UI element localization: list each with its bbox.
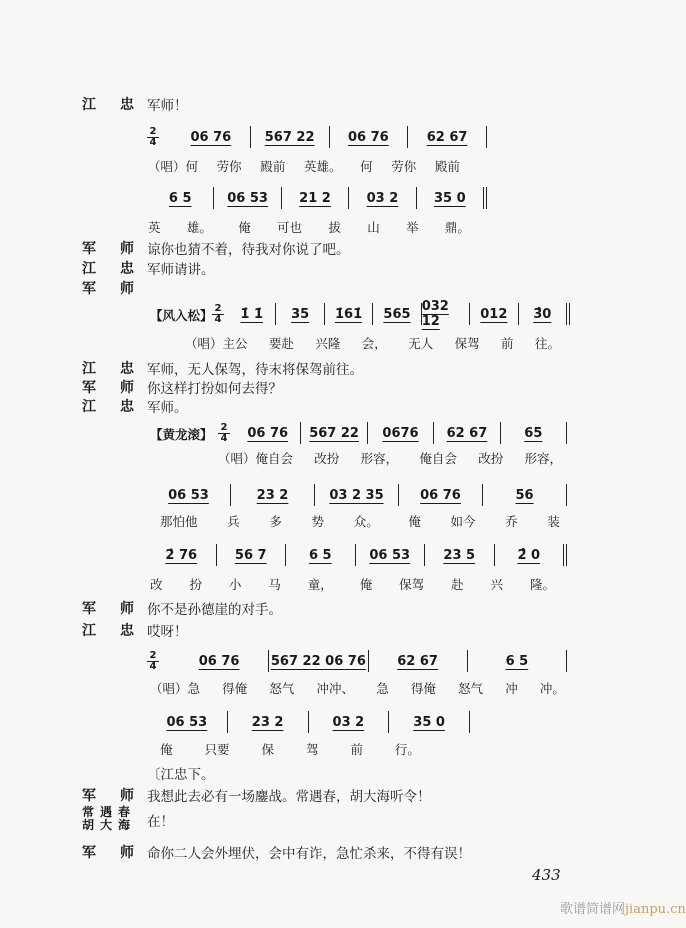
measure-notes: 35 0: [433, 190, 466, 206]
dialogue-text: 军师，无人保驾，待末将保驾前往。: [147, 362, 363, 378]
measure: [325, 303, 373, 325]
notation-row: [170, 650, 567, 672]
measure-notes: 03 2: [366, 190, 399, 206]
measure-notes: 567 22: [309, 425, 359, 441]
measure: [421, 299, 470, 329]
watermark-text: 歌谱简谱网: [560, 902, 626, 917]
tune-label: 【风入松】: [150, 308, 213, 323]
dialogue-text: 你这样打扮如何去得？: [147, 381, 282, 397]
lyric-word: 殿前: [434, 159, 460, 174]
lyric-word: 驾: [305, 742, 319, 757]
lyric-word: 多: [269, 514, 282, 529]
lyric-word: 行。: [394, 742, 420, 757]
lyric-word: 如今: [450, 514, 476, 529]
speaker-name-2: 胡大海: [82, 818, 137, 832]
lyric-word: 冲: [505, 681, 518, 696]
measure-notes: 65: [524, 425, 543, 441]
measure-notes: 6 5: [505, 653, 529, 669]
speaker-name: 师: [120, 601, 134, 617]
lyrics-row: [185, 334, 560, 352]
lyric-word: 改扮: [478, 451, 504, 466]
lyric-word: （唱）何: [148, 159, 199, 174]
notation-row: [228, 299, 570, 329]
lyric-word: 要赴: [268, 336, 294, 351]
time-denominator: 4: [214, 314, 222, 325]
speaker-name: 江: [82, 261, 96, 277]
measure: [269, 650, 368, 672]
watermark-domain: jianpu.cn: [625, 902, 686, 917]
time-numerator: 2: [218, 423, 230, 434]
lyric-word: 殿前: [260, 159, 286, 174]
measure-notes: 23 2: [256, 487, 289, 503]
measure: [483, 484, 567, 506]
measure: [276, 303, 324, 325]
measure: [286, 544, 356, 566]
measure: [373, 303, 421, 325]
measure: [399, 484, 483, 506]
lyric-word: 雄。: [186, 220, 212, 235]
lyric-word: 势: [311, 514, 325, 529]
lyric-word: 装: [547, 514, 560, 529]
measure: [356, 544, 426, 566]
lyric-word: 英雄。: [303, 159, 342, 174]
measure-notes: 23 2: [251, 714, 284, 730]
speaker-name: 师: [120, 845, 134, 861]
measure: [470, 303, 518, 325]
lyric-word: 形容，: [360, 451, 399, 466]
measure-notes: 21 2: [299, 190, 331, 206]
watermark: [560, 898, 686, 917]
lyric-word: 马: [268, 577, 281, 592]
measure: [519, 303, 570, 325]
measure: [170, 650, 269, 672]
dialogue-text: 在！: [147, 814, 174, 830]
lyric-word: 童，: [307, 577, 333, 592]
measure-notes: 62 67: [446, 425, 488, 441]
measure: [251, 126, 330, 148]
lyrics-row: [150, 679, 565, 697]
measure: [228, 303, 276, 325]
lyric-word: 俺: [408, 514, 421, 529]
speaker-name: 军: [82, 788, 96, 804]
dialogue-text: 军师。: [147, 400, 188, 416]
lyric-word: 俺: [359, 577, 373, 592]
lyrics-row: [160, 740, 420, 758]
lyric-word: 冲。: [539, 681, 565, 696]
lyrics-row: [160, 512, 560, 530]
lyric-word: 劳你: [216, 159, 242, 174]
lyric-word: 往。: [534, 336, 560, 351]
measure-notes: 56: [515, 487, 534, 503]
measure-notes: 56 7: [234, 547, 267, 563]
measure: [408, 126, 487, 148]
lyrics-row: [148, 157, 460, 175]
measure: [231, 484, 315, 506]
lyric-word: 何: [360, 159, 373, 174]
lyric-word: 会，: [361, 336, 387, 351]
dialogue-text: 哎呀！: [147, 624, 188, 640]
lyric-word: 怒气: [269, 681, 295, 696]
measure-notes: 567 22: [264, 129, 315, 145]
lyric-word: 俺: [238, 220, 251, 235]
lyric-word: 英: [148, 220, 161, 235]
notation-row: [147, 484, 567, 506]
measure-notes: 032 12: [421, 299, 449, 329]
measure-notes: 06 53: [168, 487, 209, 503]
speaker-name: 师: [120, 788, 134, 804]
measure: [214, 187, 281, 209]
speaker-name: 江: [82, 97, 96, 113]
lyric-word: 改扮: [314, 451, 340, 466]
speaker-name: 忠: [120, 399, 134, 415]
measure-notes: 6 5: [308, 547, 332, 563]
measure: [147, 711, 228, 733]
speaker-name: 江: [82, 361, 96, 377]
lyric-word: 前: [501, 336, 514, 351]
measure-notes: 06 53: [227, 190, 268, 206]
lyric-word: 兴: [490, 577, 504, 592]
lyric-word: 鼎。: [444, 220, 470, 235]
measure-notes: 35 0: [413, 714, 445, 730]
notation-row: [147, 711, 470, 733]
measure-notes: 1̇61̇: [334, 306, 363, 322]
speaker-name: 江: [82, 623, 96, 639]
lyric-word: 保: [261, 742, 274, 757]
measure-notes: 567 22 06 76: [270, 653, 366, 669]
time-numerator: 2: [147, 127, 159, 138]
lyric-word: 扮: [189, 577, 202, 592]
lyric-word: 得俺: [222, 681, 248, 696]
lyric-word: 可也: [277, 220, 303, 235]
measure: [349, 187, 416, 209]
lyrics-row: [218, 449, 562, 467]
notation-row: [172, 126, 487, 148]
measure: [309, 711, 390, 733]
lyric-word: 兵: [227, 514, 240, 529]
lyric-word: 举: [406, 220, 419, 235]
time-signature: [147, 127, 159, 148]
measure-notes: 2̂ 0: [517, 547, 541, 563]
speaker-name: 忠: [120, 261, 134, 277]
lyric-word: 劳你: [391, 159, 417, 174]
measure-notes: 2̇ 76: [165, 547, 198, 563]
measure: [468, 650, 567, 672]
measure: [434, 422, 500, 444]
page-number: 433: [532, 866, 561, 884]
lyric-word: 形容，: [524, 451, 562, 466]
measure-notes: 6 5: [168, 190, 192, 206]
measure-notes: 3̂0: [533, 306, 552, 322]
time-denominator: 4: [149, 661, 157, 672]
measure: [282, 187, 349, 209]
measure: [425, 544, 495, 566]
measure-notes: 03 2: [332, 714, 365, 730]
time-denominator: 4: [149, 137, 157, 148]
lyric-word: 改: [150, 577, 163, 592]
measure-notes: 35: [291, 306, 310, 322]
lyric-word: 保驾: [454, 336, 480, 351]
time-signature: [218, 423, 230, 444]
time-numerator: 2: [212, 304, 224, 315]
time-numerator: 2: [147, 651, 159, 662]
lyric-word: 隆。: [529, 577, 555, 592]
lyric-word: 那怕他: [160, 514, 198, 529]
dialogue-text: 谅你也猜不着，待我对你说了吧。: [147, 242, 350, 258]
lyric-word: 山: [367, 220, 380, 235]
measure-notes: 1̇ 1̇: [240, 306, 264, 322]
notation-row: [147, 544, 567, 566]
lyric-word: 急: [376, 681, 389, 696]
time-signature: [147, 651, 159, 672]
measure-notes: 03 2 35: [329, 487, 384, 503]
measure: [501, 422, 567, 444]
measure: [172, 126, 251, 148]
measure-notes: 62 67: [397, 653, 438, 669]
lyric-word: 众。: [353, 514, 379, 529]
measure-notes: 06 53: [166, 714, 208, 730]
speaker-name: 军: [82, 845, 96, 861]
measure-notes: 06 76: [420, 487, 461, 503]
lyric-word: （唱）急: [150, 681, 201, 696]
measure-notes: 06 53: [369, 547, 411, 563]
dialogue-text: 命你二人会外埋伏，会中有诈，急忙杀来，不得有误！: [147, 846, 471, 862]
dialogue-text: 军师请讲。: [147, 262, 215, 278]
dialogue-text: 我想此去必有一场鏖战。常遇春，胡大海听令！: [147, 789, 431, 805]
lyric-word: 无人: [408, 336, 434, 351]
measure: [147, 544, 217, 566]
time-signature: [212, 304, 224, 325]
measure-notes: 06 76: [190, 129, 232, 145]
measure-notes: 012: [480, 306, 508, 322]
lyrics-row: [148, 218, 470, 236]
lyric-word: 小: [228, 577, 242, 592]
lyric-word: 冲冲、: [316, 681, 355, 696]
measure: [228, 711, 309, 733]
speaker-name: 军: [82, 601, 96, 617]
speaker-name: 江: [82, 399, 96, 415]
measure: [147, 484, 231, 506]
speaker-name-1: 常遇春: [82, 805, 137, 819]
measure-notes: 565: [383, 306, 411, 322]
stage-direction: 〔江忠下。: [147, 767, 215, 783]
lyric-word: 只要: [204, 742, 230, 757]
measure: [368, 422, 434, 444]
lyric-word: 得俺: [410, 681, 436, 696]
measure: [147, 187, 214, 209]
lyric-word: 怒气: [458, 681, 484, 696]
speaker-name: 忠: [120, 97, 134, 113]
lyric-word: （唱）俺自会: [218, 451, 294, 466]
measure: [369, 650, 468, 672]
lyrics-row: [150, 575, 555, 593]
measure-notes: 06 76: [247, 425, 289, 441]
dialogue-text: 你不是孙德崖的对手。: [147, 602, 282, 618]
lyric-word: 拔: [328, 220, 341, 235]
lyric-word: 俺自会: [419, 451, 457, 466]
lyric-word: 前: [350, 742, 363, 757]
measure-notes: 06 76: [348, 129, 389, 145]
speaker-name: 师: [120, 241, 134, 257]
tune-label: 【黄龙滚】: [150, 427, 213, 442]
measure: [217, 544, 287, 566]
lyric-word: 赴: [451, 577, 464, 592]
speaker-name: 军: [82, 281, 96, 297]
measure: [315, 484, 399, 506]
notation-row: [235, 422, 567, 444]
measure-notes: 06 76: [198, 653, 240, 669]
lyric-word: 保驾: [399, 577, 425, 592]
measure: [417, 187, 487, 209]
measure-notes: 62 67: [426, 129, 468, 145]
measure: [330, 126, 409, 148]
measure-notes: 0676: [382, 425, 419, 441]
measure-notes: 23 5: [443, 547, 476, 563]
time-denominator: 4: [220, 433, 228, 444]
lyric-word: 乔: [505, 514, 518, 529]
measure: [495, 544, 568, 566]
lyric-word: （唱）主公: [185, 336, 248, 351]
speaker-name: 军: [82, 241, 96, 257]
measure: [301, 422, 367, 444]
speaker-name: 忠: [120, 623, 134, 639]
lyric-word: 兴隆: [315, 336, 341, 351]
speaker-name: 师: [120, 281, 134, 297]
speaker-name: 师: [120, 380, 134, 396]
measure: [389, 711, 470, 733]
notation-row: [147, 187, 487, 209]
speaker-name: 军: [82, 380, 96, 396]
measure: [235, 422, 301, 444]
dialogue-text: 军师！: [147, 98, 188, 114]
speaker-name: 忠: [120, 361, 134, 377]
lyric-word: 俺: [160, 742, 173, 757]
